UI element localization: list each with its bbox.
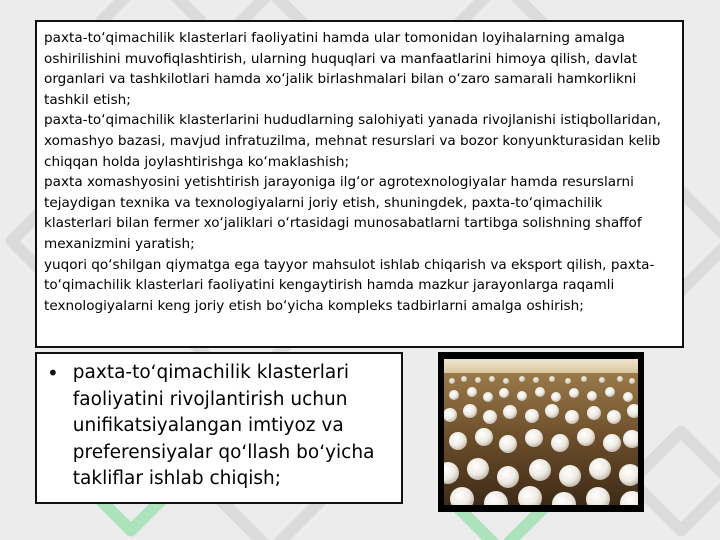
objective-paragraph-1: paxta-to‘qimachilik klasterlari faoliyatini hamda ular tomonidan loyihalarning amalga oshirilishini muvofiqlashtirish, ularning huquqlari va manfaatlarini himoya qilish, davlat organlari va tashkilotlari hamda xo‘jalik birlashmalari bilan o‘zaro samarali hamkorlikni tashkil etish; — [44, 30, 638, 108]
objective-paragraph-2: paxta-to‘qimachilik klasterlarini hududlarning salohiyati yanada rivojlanishi istiqbollaridan, xomashyo bazasi, mavjud infratuzilma, mehnat resurslari va bozor konyunkturasidan kelib chiqqan holda joylashtirishga ko‘maklashish; — [44, 112, 661, 170]
bullet-marker: • — [47, 361, 59, 385]
bullet-item — [43, 360, 391, 493]
bullet-text-box — [35, 352, 403, 504]
objectives-text-box — [35, 20, 684, 348]
cotton-field-photo — [438, 352, 644, 512]
cotton-field-image — [444, 359, 638, 505]
objective-paragraph-3: paxta xomashyosini yetishtirish jarayoniga ilg‘or agrotexnologiyalar hamda resurslarni tejaydigan texnika va texnologiyalarni joriy etish, shuningdek, paxta-to‘qimachilik klasterlari bilan fermer xo‘jaliklari o‘rtasidagi munosabatlarni tartibga solishning shaffof mexanizmini yaratish; — [44, 174, 642, 252]
bullet-text: paxta-to‘qimachilik klasterlari faoliyatini rivojlantirish uchun unifikatsiyalangan imtiyoz va preferensiyalar qo‘llash bo‘yicha takliflar ishlab chiqish; — [72, 362, 375, 489]
objective-paragraph-4: yuqori qo‘shilgan qiymatga ega tayyor mahsulot ishlab chiqarish va eksport qilish, paxta-to‘qimachilik klasterlari faoliyatini kengaytirish hamda mazkur jarayonlarga raqamli texnologiyalarni keng joriy etish bo‘yicha kompleks tadbirlarni amalga oshirish; — [44, 256, 655, 314]
